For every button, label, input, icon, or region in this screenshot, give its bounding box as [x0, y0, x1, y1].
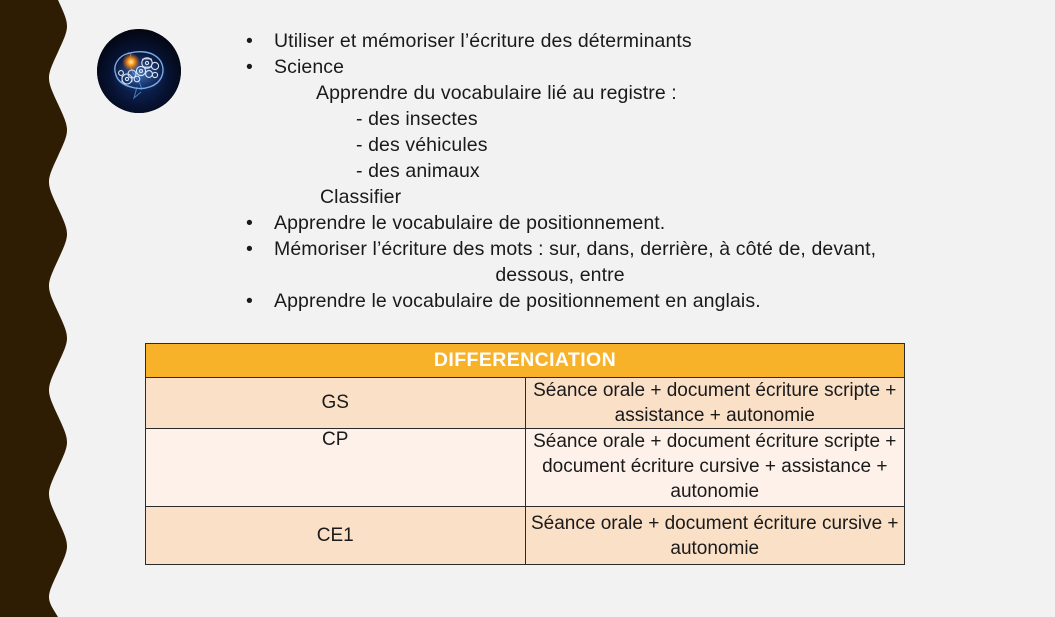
list-item-continuation — [240, 262, 880, 288]
row-description-ce1: Séance orale + document écriture cursive + autonomie — [525, 507, 905, 565]
list-item — [240, 28, 920, 54]
list-item-label: Apprendre le vocabulaire de positionnement. — [274, 212, 666, 234]
list-item-sub — [240, 184, 920, 210]
table-row — [146, 378, 905, 429]
list-item-label: Utiliser et mémoriser l’écriture des déterminants — [274, 30, 692, 52]
list-item — [240, 210, 920, 236]
list-item-label: - des animaux — [356, 160, 480, 182]
list-item-label: Apprendre du vocabulaire lié au registre : — [316, 82, 677, 104]
bullet-dot-icon: • — [246, 56, 253, 78]
bullet-dot-icon: • — [246, 238, 253, 260]
table-row — [146, 429, 905, 507]
bullet-dot-icon: • — [246, 290, 253, 312]
list-item-label: Science — [274, 56, 345, 78]
list-item-label: Apprendre le vocabulaire de positionnement en anglais. — [274, 290, 761, 312]
list-item-sub — [240, 106, 920, 132]
list-item-label: - des insectes — [356, 108, 478, 130]
list-item — [240, 54, 920, 80]
row-description-gs: Séance orale + document écriture scripte + assistance + autonomie — [525, 378, 905, 429]
list-item — [240, 288, 920, 314]
decorative-wave-band — [0, 0, 80, 617]
table-header-row — [146, 344, 905, 378]
list-item-sub — [240, 132, 920, 158]
list-item-label: Classifier — [320, 186, 402, 208]
list-item-label: Mémoriser l’écriture des mots : sur, dans, derrière, à côté de, devant, — [274, 238, 877, 260]
differenciation-table — [145, 343, 905, 565]
row-description-cp: Séance orale + document écriture scripte + document écriture cursive + assistance + autonomie — [525, 429, 905, 507]
bullet-dot-icon: • — [246, 30, 253, 52]
table-header-title: DIFFERENCIATION — [146, 344, 905, 378]
bullet-dot-icon: • — [246, 212, 253, 234]
row-level-cp: CP — [146, 429, 526, 507]
row-level-ce1: CE1 — [146, 507, 526, 565]
list-item-label: dessous, entre — [495, 264, 625, 286]
list-item — [240, 236, 920, 262]
list-item-sub — [240, 80, 920, 106]
list-item-sub — [240, 158, 920, 184]
brain-logo-graphic — [97, 29, 181, 113]
row-level-gs: GS — [146, 378, 526, 429]
bullet-list — [240, 28, 920, 314]
brain-gears-logo — [97, 29, 181, 113]
list-item-label: - des véhicules — [356, 134, 488, 156]
table-row — [146, 507, 905, 565]
